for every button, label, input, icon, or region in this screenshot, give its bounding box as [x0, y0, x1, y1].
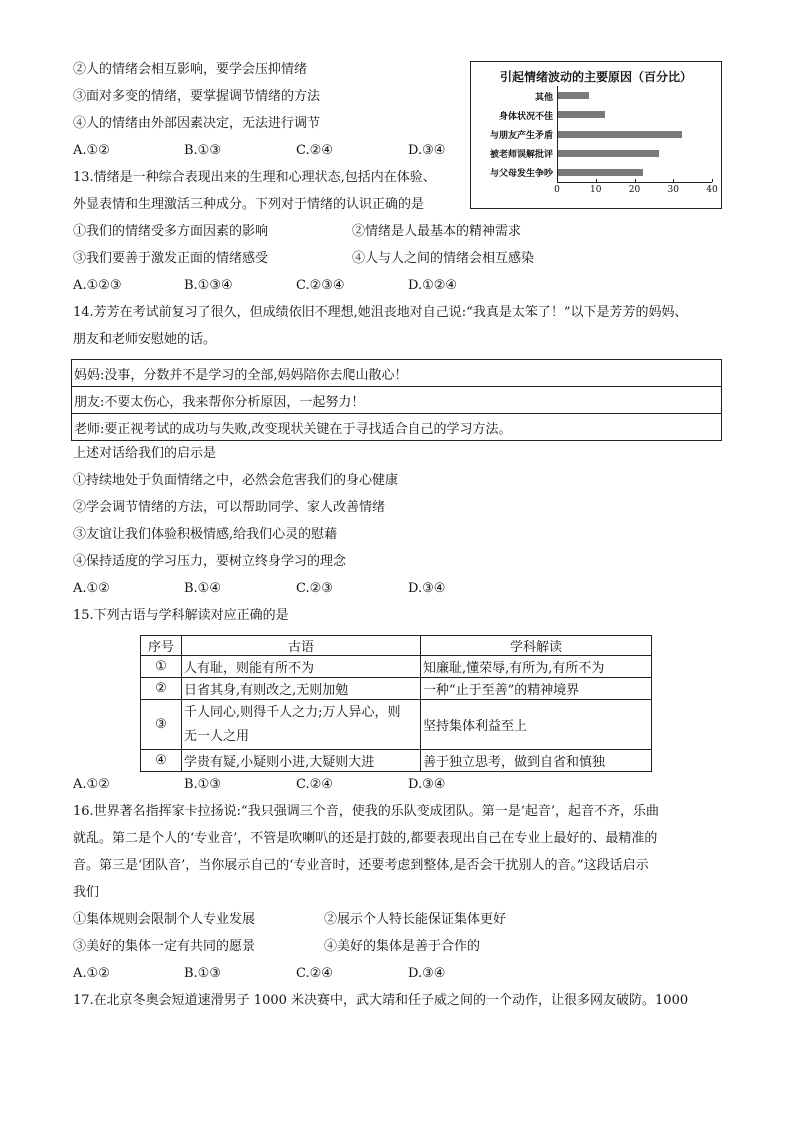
chart-tick-mark [673, 179, 674, 182]
q15-table [140, 635, 652, 772]
chart-tick-mark [635, 179, 636, 182]
q14-item-1: ①持续地处于负面情绪之中，必然会危害我们的身心健康 [73, 473, 399, 488]
q16-stem-line2: 就乱。第二是个人的‘专业音’，不管是吹喇叭的还是打鼓的,都要表现出自己在专业上最好的、最精准的 [73, 831, 658, 846]
q14-option-d: D.③④ [408, 581, 446, 596]
q15-option-b: B.①③ [184, 777, 221, 792]
emotion-cause-chart [470, 61, 722, 209]
table-row [141, 700, 652, 750]
dialogue-row [72, 360, 722, 387]
chart-tick-label: 40 [706, 185, 718, 195]
chart-bar [558, 150, 659, 157]
q13-item-1: ①我们的情绪受多方面因素的影响 [73, 224, 269, 239]
q16-option-b: B.①③ [184, 966, 221, 981]
q12-option-d: D.③④ [408, 143, 446, 158]
chart-tick-mark [557, 179, 558, 182]
dialogue-row [72, 414, 722, 441]
chart-title: 引起情绪波动的主要原因（百分比） [499, 70, 692, 84]
chart-category-label: 与朋友产生矛盾 [489, 131, 553, 141]
chart-tick-label: 20 [628, 185, 641, 195]
q14-option-b: B.①④ [184, 581, 221, 596]
q13-item-3: ③我们要善于激发正面的情绪感受 [73, 251, 269, 266]
q14-lead: 上述对话给我们的启示是 [73, 446, 217, 461]
row-saying-line1: 千人同心,则得千人之力;万人异心，则 [184, 704, 401, 720]
chart-bar [558, 131, 682, 138]
row-saying: 学贵有疑,小疑则小进,大疑则大进 [182, 750, 421, 772]
table-row [141, 750, 652, 772]
row-reading: 坚持集体利益至上 [421, 700, 652, 750]
q16-item-1: ①集体规则会限制个人专业发展 [73, 912, 256, 927]
q15-option-c: C.②④ [296, 777, 333, 792]
q16-option-c: C.②④ [296, 966, 333, 981]
q12-option-c: C.②④ [296, 143, 333, 158]
q12-item-2: ②人的情绪会相互影响，要学会压抑情绪 [73, 62, 308, 77]
q14-option-c: C.②③ [296, 581, 333, 596]
chart-category-label: 身体状况不佳 [498, 111, 553, 122]
chart-tick-label: 0 [554, 185, 560, 195]
chart-tick-mark [712, 179, 713, 182]
chart-x-axis [557, 182, 712, 183]
chart-category-label: 与父母发生争吵 [489, 169, 553, 180]
row-saying: 人有耻，则能有所不为 [182, 656, 421, 678]
table-row [141, 656, 652, 678]
dialogue-friend: 朋友:不要太伤心，我来帮你分析原因，一起努力！ [72, 387, 722, 414]
chart-tick-mark [596, 179, 597, 182]
q14-item-2: ②学会调节情绪的方法，可以帮助同学、家人改善情绪 [73, 500, 386, 515]
header-reading: 学科解读 [421, 636, 652, 656]
q15-stem: 15.下列古语与学科解读对应正确的是 [73, 608, 289, 623]
table-row [141, 678, 652, 700]
chart-tick-label: 10 [590, 185, 602, 195]
q16-option-d: D.③④ [408, 966, 446, 981]
q12-item-4: ④人的情绪由外部因素决定，无法进行调节 [73, 116, 321, 131]
row-saying-line2: 无一人之用 [184, 728, 250, 744]
table-header-row [141, 636, 652, 656]
q13-stem-line2: 外显表情和生理激活三种成分。下列对于情绪的认识正确的是 [73, 197, 425, 212]
row-no: ① [141, 656, 182, 678]
row-saying: 日省其身,有则改之,无则加勉 [182, 678, 421, 700]
q16-stem-line4: 我们 [73, 885, 100, 900]
row-reading: 善于独立思考，做到自省和慎独 [421, 750, 652, 772]
q16-stem-line3: 音。第三是‘团队音’，当你展示自己的‘专业音时，还要考虑到整体,是否会干扰别人的音。”这段话启示 [73, 858, 649, 873]
q16-item-4: ④美好的集体是善于合作的 [324, 939, 481, 954]
chart-category-label: 其他 [534, 92, 553, 103]
chart-category-label: 被老师误解批评 [489, 150, 553, 161]
q14-stem-line1: 14.芳芳在考试前复习了很久，但成绩依旧不理想,她沮丧地对自己说:“我真是太笨了！”以下是芳芳的妈妈、 [73, 305, 688, 320]
dialogue-row [72, 387, 722, 414]
row-saying [182, 700, 421, 750]
q16-stem-line1: 16.世界著名指挥家卡拉扬说:“我只强调三个音，使我的乐队变成团队。第一是‘起音’，起音不齐，乐曲 [73, 804, 659, 819]
q16-option-a: A.①② [73, 966, 110, 981]
q14-option-a: A.①② [73, 581, 110, 596]
q13-item-2: ②情绪是人最基本的精神需求 [352, 224, 522, 239]
q13-stem-line1: 13.情绪是一种综合表现出来的生理和心理状态,包括内在体验、 [73, 170, 436, 185]
q12-item-3: ③面对多变的情绪，要掌握调节情绪的方法 [73, 89, 321, 104]
row-reading: 知廉耻,懂荣辱,有所为,有所不为 [421, 656, 652, 678]
header-no: 序号 [141, 636, 182, 656]
row-no: ② [141, 678, 182, 700]
q14-item-3: ③友谊让我们体验积极情感,给我们心灵的慰藉 [73, 527, 338, 542]
q14-dialogue-table [71, 359, 722, 441]
q14-item-4: ④保持适度的学习压力，要树立终身学习的理念 [73, 554, 347, 569]
q14-stem-line2: 朋友和老师安慰她的话。 [73, 332, 217, 347]
q17-stem-line1: 17.在北京冬奥会短道速滑男子 1000 米决赛中，武大靖和任子威之间的一个动作，让很多网友破防。1000 [73, 993, 689, 1008]
chart-bar [558, 111, 605, 118]
chart-bar [558, 92, 589, 99]
row-no: ④ [141, 750, 182, 772]
dialogue-teacher: 老师:要正视考试的成功与失败,改变现状关键在于寻找适合自己的学习方法。 [72, 414, 722, 441]
row-reading: 一种“止于至善”的精神境界 [421, 678, 652, 700]
dialogue-mom: 妈妈:没事，分数并不是学习的全部,妈妈陪你去爬山散心！ [72, 360, 722, 387]
q13-option-d: D.①②④ [408, 278, 458, 293]
q12-option-a: A.①② [73, 143, 110, 158]
q15-option-a: A.①② [73, 777, 110, 792]
q13-option-c: C.②③④ [296, 278, 345, 293]
q13-option-a: A.①②③ [73, 278, 122, 293]
q15-option-d: D.③④ [408, 777, 446, 792]
q16-item-2: ②展示个人特长能保证集体更好 [324, 912, 507, 927]
q12-option-b: B.①③ [184, 143, 221, 158]
q16-item-3: ③美好的集体一定有共同的愿景 [73, 939, 256, 954]
q13-item-4: ④人与人之间的情绪会相互感染 [352, 251, 535, 266]
row-no: ③ [141, 700, 182, 750]
chart-bar [558, 169, 643, 176]
header-saying: 古语 [182, 636, 421, 656]
q13-option-b: B.①③④ [184, 278, 233, 293]
chart-tick-label: 30 [667, 185, 679, 195]
